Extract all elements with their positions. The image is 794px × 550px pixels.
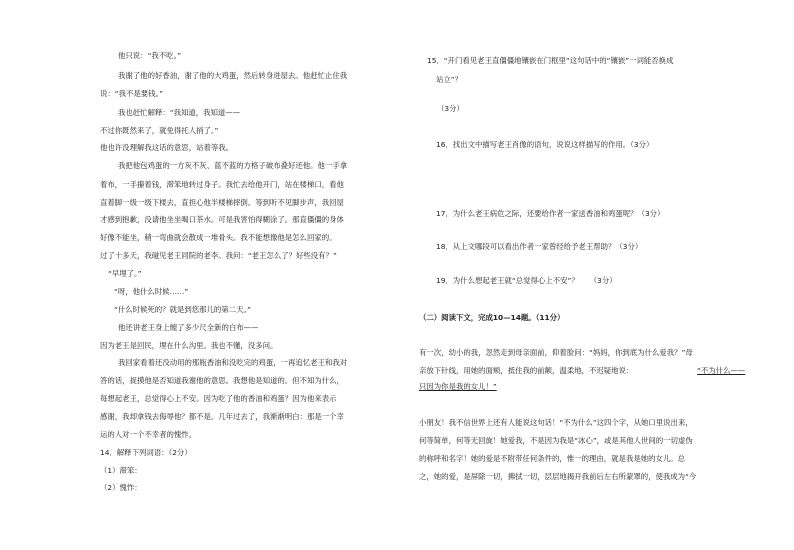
text-line: 亲放下针线，用她的面颊，抵住我的前额，温柔地，不迟疑地说：: [419, 366, 634, 375]
question-18: 18．从上文哪段可以看出作者一家曾经给予老王帮助？（3分）: [436, 242, 643, 251]
underlined-quote: 只因为你是我的女儿！”: [419, 382, 497, 391]
question-19: 19．为什么想起老王就“总觉得心上不安”？ （3分）: [436, 276, 617, 285]
text-line: 的称呼和名字！她的爱是不附带任何条件的，惟一的理由，就是我是她的女儿。总: [419, 454, 686, 463]
question-14-item-2: （2）愧怍：: [100, 483, 142, 492]
question-15: 15．“开门看见老王直僵僵地镶嵌在门框里”这句话中的“镶嵌”一词能否换成: [427, 56, 674, 65]
text-line: 着布，一手攥着钱，滞笨地转过身子。我忙去给他开门，站在楼梯口，看他: [100, 180, 344, 189]
question-17: 17．为什么老王病危之际，还要给作者一家送香油和鸡蛋呢？（3分）: [436, 209, 665, 218]
text-line: 我谢了他的好香油，谢了他的大鸡蛋，然后转身进屋去。他赶忙止住我: [118, 71, 348, 80]
text-line: 何等简单，何等无回旋！她爱我，不是因为我是“冰心”，或是其他人世间的一切虚伪: [419, 436, 693, 445]
text-line: 我也赶忙解释：“我知道，我知道——: [118, 108, 241, 117]
text-line: 每想起老王，总觉得心上不安。因为吃了他的香油和鸡蛋？因为他来表示: [100, 394, 337, 403]
text-line: 说：“我不是要钱。”: [100, 89, 164, 98]
text-line: “呀，他什么时候……”: [114, 287, 189, 296]
text-line: 答的话，捉摸他是否知道我谢他的意思。我想他是知道的。但不知为什么，: [100, 376, 344, 385]
text-line: “什么时候死的？就是到您那儿的第二天。”: [114, 305, 251, 314]
section-heading: （二）阅读下文，完成10—14题。（11分）: [419, 313, 565, 322]
question-14-item-1: （1）滞笨：: [100, 466, 142, 475]
text-line: 我把他包鸡蛋的一方灰不灰、蓝不蓝的方格子破布叠好还他。他一手拿: [118, 161, 348, 170]
text-line: 他还讲老王身上缠了多少尺全新的白布——: [118, 323, 259, 332]
text-line: 不过你既然来了，就免得托人捎了。”: [100, 126, 219, 135]
text-line: 过了十多天，我碰见老王同院的老李。我问：“老王怎么了？好些没有？”: [100, 251, 337, 260]
text-line: 才感到抱歉，没请他坐坐喝口茶水。可是我害怕得糊涂了。那直僵僵的身体: [100, 215, 344, 224]
question-14: 14．解释下列词语：（2分）: [100, 448, 192, 457]
text-line: 之，她的爱，是屏除一切，拂拭一切，层层地揭开我前后左右所蒙罩的，使我成为“今: [419, 472, 697, 481]
question-15-score: （3分）: [437, 104, 464, 113]
text-line: 我回家看着还没动用的那瓶香油和没吃完的鸡蛋，一再追忆老王和我对: [118, 358, 348, 367]
question-15-cont: 站立”？: [436, 75, 463, 84]
text-line: “早埋了。”: [108, 269, 142, 278]
underlined-quote: “不为什么——: [697, 366, 746, 375]
text-line: 有一次，幼小的我，忽然走到母亲面前，仰着脸问：“妈妈，你到底为什么爱我？”母: [419, 348, 693, 357]
text-line: 好像不能坐，稍一弯曲就会散成一堆骨头。我不能想像他是怎么回家的。: [100, 233, 337, 242]
text-line: 感谢，我却拿钱去侮辱他？都不是。几年过去了，我渐渐明白：那是一个幸: [100, 412, 344, 421]
text-line: 因为老王是回民，埋在什么沟里。我也不懂，没多问。: [100, 341, 278, 350]
text-line: 小朋友！我不信世界上还有人能说这句话！“不为什么”这四个字，从她口里说出来，: [419, 418, 693, 427]
text-line: 他只说：“我不吃。”: [118, 51, 182, 60]
text-line: 他也许没理解我这话的意思，站着等我。: [100, 143, 234, 152]
text-line: 运的人对一个不幸者的愧怍。: [100, 430, 197, 439]
question-16: 16．找出文中描写老王肖像的语句，说说这样描写的作用。（3分）: [436, 140, 654, 149]
text-line: 直着脚一级一级下楼去，直担心他半楼梯摔倒。等到听不见脚步声，我回屋: [100, 198, 344, 207]
